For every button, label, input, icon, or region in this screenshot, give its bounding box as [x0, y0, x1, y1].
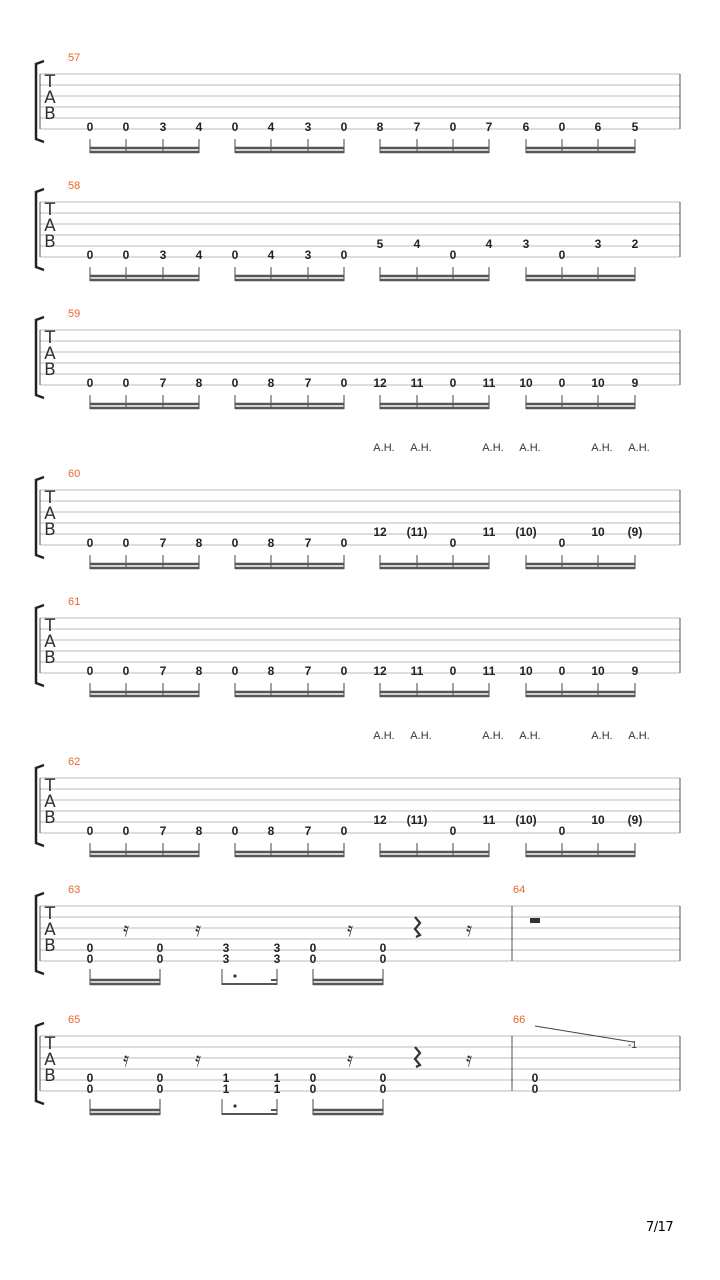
sixteenth-rest-icon: 𝄿 — [346, 1047, 354, 1071]
tie-label: -1 — [628, 1040, 637, 1051]
fret-number: 0 — [340, 536, 348, 550]
fret-number: 0 — [86, 1082, 94, 1096]
fret-number: 0 — [231, 248, 239, 262]
fret-number: 0 — [122, 824, 130, 838]
fret-number: 11 — [482, 376, 496, 390]
fret-number: 0 — [122, 376, 130, 390]
fret-number: 10 — [591, 664, 605, 678]
fret-number: 0 — [449, 248, 457, 262]
fret-number: 0 — [449, 120, 457, 134]
fret-number: 10 — [591, 525, 605, 539]
fret-number: 0 — [231, 824, 239, 838]
tab-clef-letter: A — [44, 88, 56, 108]
fret-number: (10) — [515, 813, 537, 827]
fret-number: 0 — [309, 941, 317, 955]
bar-number: 63 — [68, 884, 81, 896]
fret-number: 11 — [482, 813, 496, 827]
tab-clef-letter: T — [44, 72, 56, 92]
fret-number: 3 — [159, 120, 167, 134]
fret-number: 0 — [340, 248, 348, 262]
fret-number: 4 — [413, 237, 421, 251]
fret-number: 0 — [558, 120, 566, 134]
fret-number: 8 — [376, 120, 384, 134]
fret-number: 0 — [558, 248, 566, 262]
fret-number: 8 — [267, 824, 275, 838]
fret-number: 8 — [267, 376, 275, 390]
fret-number: 10 — [591, 376, 605, 390]
fret-number: 7 — [159, 664, 167, 678]
fret-number: 0 — [231, 664, 239, 678]
fret-number: 10 — [519, 376, 533, 390]
fret-number: 0 — [156, 1071, 164, 1085]
bar-number: 65 — [68, 1014, 81, 1026]
fret-number: 7 — [304, 536, 312, 550]
artificial-harmonic-label: A.H. — [591, 730, 613, 742]
fret-number: 12 — [373, 525, 387, 539]
fret-number: 0 — [558, 376, 566, 390]
fret-number: 11 — [410, 664, 424, 678]
tab-clef-letter: T — [44, 1034, 56, 1054]
artificial-harmonic-label: A.H. — [410, 730, 432, 742]
bar-number: 66 — [513, 1014, 526, 1026]
fret-number: 0 — [449, 536, 457, 550]
fret-number: 1 — [222, 1082, 230, 1096]
sixteenth-rest-icon: 𝄿 — [465, 1047, 473, 1071]
tab-clef-letter: B — [44, 808, 56, 828]
quarter-rest-icon — [415, 1047, 420, 1067]
fret-number: 0 — [309, 1071, 317, 1085]
fret-number: 0 — [156, 952, 164, 966]
fret-number: 0 — [231, 120, 239, 134]
fret-number: 11 — [482, 664, 496, 678]
fret-number: 0 — [156, 941, 164, 955]
fret-number: 0 — [558, 664, 566, 678]
fret-number: 0 — [340, 824, 348, 838]
tab-clef-letter: B — [44, 1066, 56, 1086]
sixteenth-rest-icon: 𝄿 — [194, 917, 202, 941]
sixteenth-rest-icon: 𝄿 — [465, 917, 473, 941]
fret-number: 0 — [340, 664, 348, 678]
fret-number: 0 — [86, 248, 94, 262]
fret-number: 7 — [159, 536, 167, 550]
fret-number: 7 — [413, 120, 421, 134]
fret-number: 7 — [304, 824, 312, 838]
fret-number: 3 — [304, 248, 312, 262]
tab-clef-letter: A — [44, 632, 56, 652]
fret-number: 11 — [482, 525, 496, 539]
fret-number: 1 — [222, 1071, 230, 1085]
tab-clef-letter: T — [44, 200, 56, 220]
fret-number: 0 — [449, 376, 457, 390]
fret-number: 7 — [304, 664, 312, 678]
fret-number: 0 — [309, 1082, 317, 1096]
artificial-harmonic-label: A.H. — [628, 730, 650, 742]
fret-number: 0 — [122, 664, 130, 678]
tab-clef-letter: B — [44, 936, 56, 956]
tab-clef-letter: B — [44, 104, 56, 124]
artificial-harmonic-label: A.H. — [628, 442, 650, 454]
quarter-rest-icon — [415, 917, 420, 937]
fret-number: 0 — [86, 941, 94, 955]
fret-number: 1 — [273, 1071, 281, 1085]
tab-clef-letter: T — [44, 904, 56, 924]
tab-clef-letter: A — [44, 920, 56, 940]
fret-number: 5 — [376, 237, 384, 251]
artificial-harmonic-label: A.H. — [519, 442, 541, 454]
artificial-harmonic-label: A.H. — [373, 442, 395, 454]
fret-number: 7 — [159, 824, 167, 838]
fret-number: 5 — [631, 120, 639, 134]
bar-number: 61 — [68, 596, 81, 608]
fret-number: (9) — [627, 525, 643, 539]
tab-clef-letter: B — [44, 648, 56, 668]
fret-number: 0 — [231, 376, 239, 390]
fret-number: 12 — [373, 813, 387, 827]
dot — [233, 974, 236, 977]
fret-number: 0 — [449, 664, 457, 678]
dot — [233, 1104, 236, 1107]
artificial-harmonic-label: A.H. — [591, 442, 613, 454]
fret-number: 0 — [86, 376, 94, 390]
artificial-harmonic-label: A.H. — [482, 442, 504, 454]
fret-number: 0 — [309, 952, 317, 966]
fret-number: 4 — [195, 120, 203, 134]
bar-number: 64 — [513, 884, 526, 896]
fret-number: 0 — [531, 1082, 539, 1096]
fret-number: 12 — [373, 664, 387, 678]
fret-number: 0 — [340, 376, 348, 390]
fret-number: 0 — [231, 536, 239, 550]
tab-clef-letter: A — [44, 344, 56, 364]
tab-clef-letter: B — [44, 360, 56, 380]
tab-clef-letter: B — [44, 232, 56, 252]
tab-clef-letter: A — [44, 1050, 56, 1070]
bar-number: 59 — [68, 308, 81, 320]
fret-number: 0 — [379, 1071, 387, 1085]
tab-clef-letter: A — [44, 792, 56, 812]
artificial-harmonic-label: A.H. — [519, 730, 541, 742]
fret-number: 3 — [273, 941, 281, 955]
fret-number: 2 — [631, 237, 639, 251]
fret-number: 8 — [195, 376, 203, 390]
artificial-harmonic-label: A.H. — [410, 442, 432, 454]
tab-clef-letter: T — [44, 488, 56, 508]
fret-number: 0 — [86, 952, 94, 966]
fret-number: 0 — [86, 1071, 94, 1085]
fret-number: (10) — [515, 525, 537, 539]
fret-number: 0 — [531, 1071, 539, 1085]
fret-number: 3 — [222, 941, 230, 955]
fret-number: 0 — [86, 824, 94, 838]
fret-number: (11) — [406, 813, 428, 827]
fret-number: 0 — [122, 120, 130, 134]
fret-number: 4 — [267, 248, 275, 262]
fret-number: 6 — [594, 120, 602, 134]
fret-number: 0 — [86, 120, 94, 134]
fret-number: 3 — [273, 952, 281, 966]
bar-number: 58 — [68, 180, 81, 192]
fret-number: 3 — [159, 248, 167, 262]
fret-number: 8 — [195, 824, 203, 838]
sixteenth-rest-icon: 𝄿 — [194, 1047, 202, 1071]
bar-number: 57 — [68, 52, 81, 64]
bar-number: 60 — [68, 468, 81, 480]
fret-number: 0 — [156, 1082, 164, 1096]
tab-clef-letter: T — [44, 776, 56, 796]
fret-number: 3 — [304, 120, 312, 134]
fret-number: 0 — [340, 120, 348, 134]
fret-number: 9 — [631, 664, 639, 678]
fret-number: 3 — [222, 952, 230, 966]
bar-number: 62 — [68, 756, 81, 768]
fret-number: 0 — [558, 824, 566, 838]
fret-number: 3 — [522, 237, 530, 251]
fret-number: 8 — [267, 664, 275, 678]
fret-number: 4 — [267, 120, 275, 134]
fret-number: 0 — [379, 1082, 387, 1096]
fret-number: 4 — [485, 237, 493, 251]
fret-number: (11) — [406, 525, 428, 539]
fret-number: 7 — [304, 376, 312, 390]
page-number: 7/17 — [646, 1220, 674, 1235]
tie-line — [535, 1026, 633, 1042]
fret-number: 0 — [122, 536, 130, 550]
fret-number: 7 — [159, 376, 167, 390]
tab-clef-letter: A — [44, 216, 56, 236]
fret-number: (9) — [627, 813, 643, 827]
fret-number: 0 — [558, 536, 566, 550]
fret-number: 8 — [267, 536, 275, 550]
fret-number: 6 — [522, 120, 530, 134]
fret-number: 10 — [591, 813, 605, 827]
fret-number: 7 — [485, 120, 493, 134]
fret-number: 0 — [86, 536, 94, 550]
fret-number: 9 — [631, 376, 639, 390]
fret-number: 1 — [273, 1082, 281, 1096]
sixteenth-rest-icon: 𝄿 — [122, 917, 130, 941]
fret-number: 0 — [379, 952, 387, 966]
artificial-harmonic-label: A.H. — [373, 730, 395, 742]
fret-number: 8 — [195, 536, 203, 550]
fret-number: 4 — [195, 248, 203, 262]
fret-number: 0 — [122, 248, 130, 262]
tab-clef-letter: B — [44, 520, 56, 540]
fret-number: 12 — [373, 376, 387, 390]
half-rest-icon — [530, 918, 540, 923]
fret-number: 0 — [379, 941, 387, 955]
sixteenth-rest-icon: 𝄿 — [122, 1047, 130, 1071]
fret-number: 11 — [410, 376, 424, 390]
fret-number: 0 — [449, 824, 457, 838]
sixteenth-rest-icon: 𝄿 — [346, 917, 354, 941]
fret-number: 8 — [195, 664, 203, 678]
tab-clef-letter: T — [44, 616, 56, 636]
fret-number: 10 — [519, 664, 533, 678]
fret-number: 0 — [86, 664, 94, 678]
tab-clef-letter: T — [44, 328, 56, 348]
fret-number: 3 — [594, 237, 602, 251]
artificial-harmonic-label: A.H. — [482, 730, 504, 742]
tab-clef-letter: A — [44, 504, 56, 524]
